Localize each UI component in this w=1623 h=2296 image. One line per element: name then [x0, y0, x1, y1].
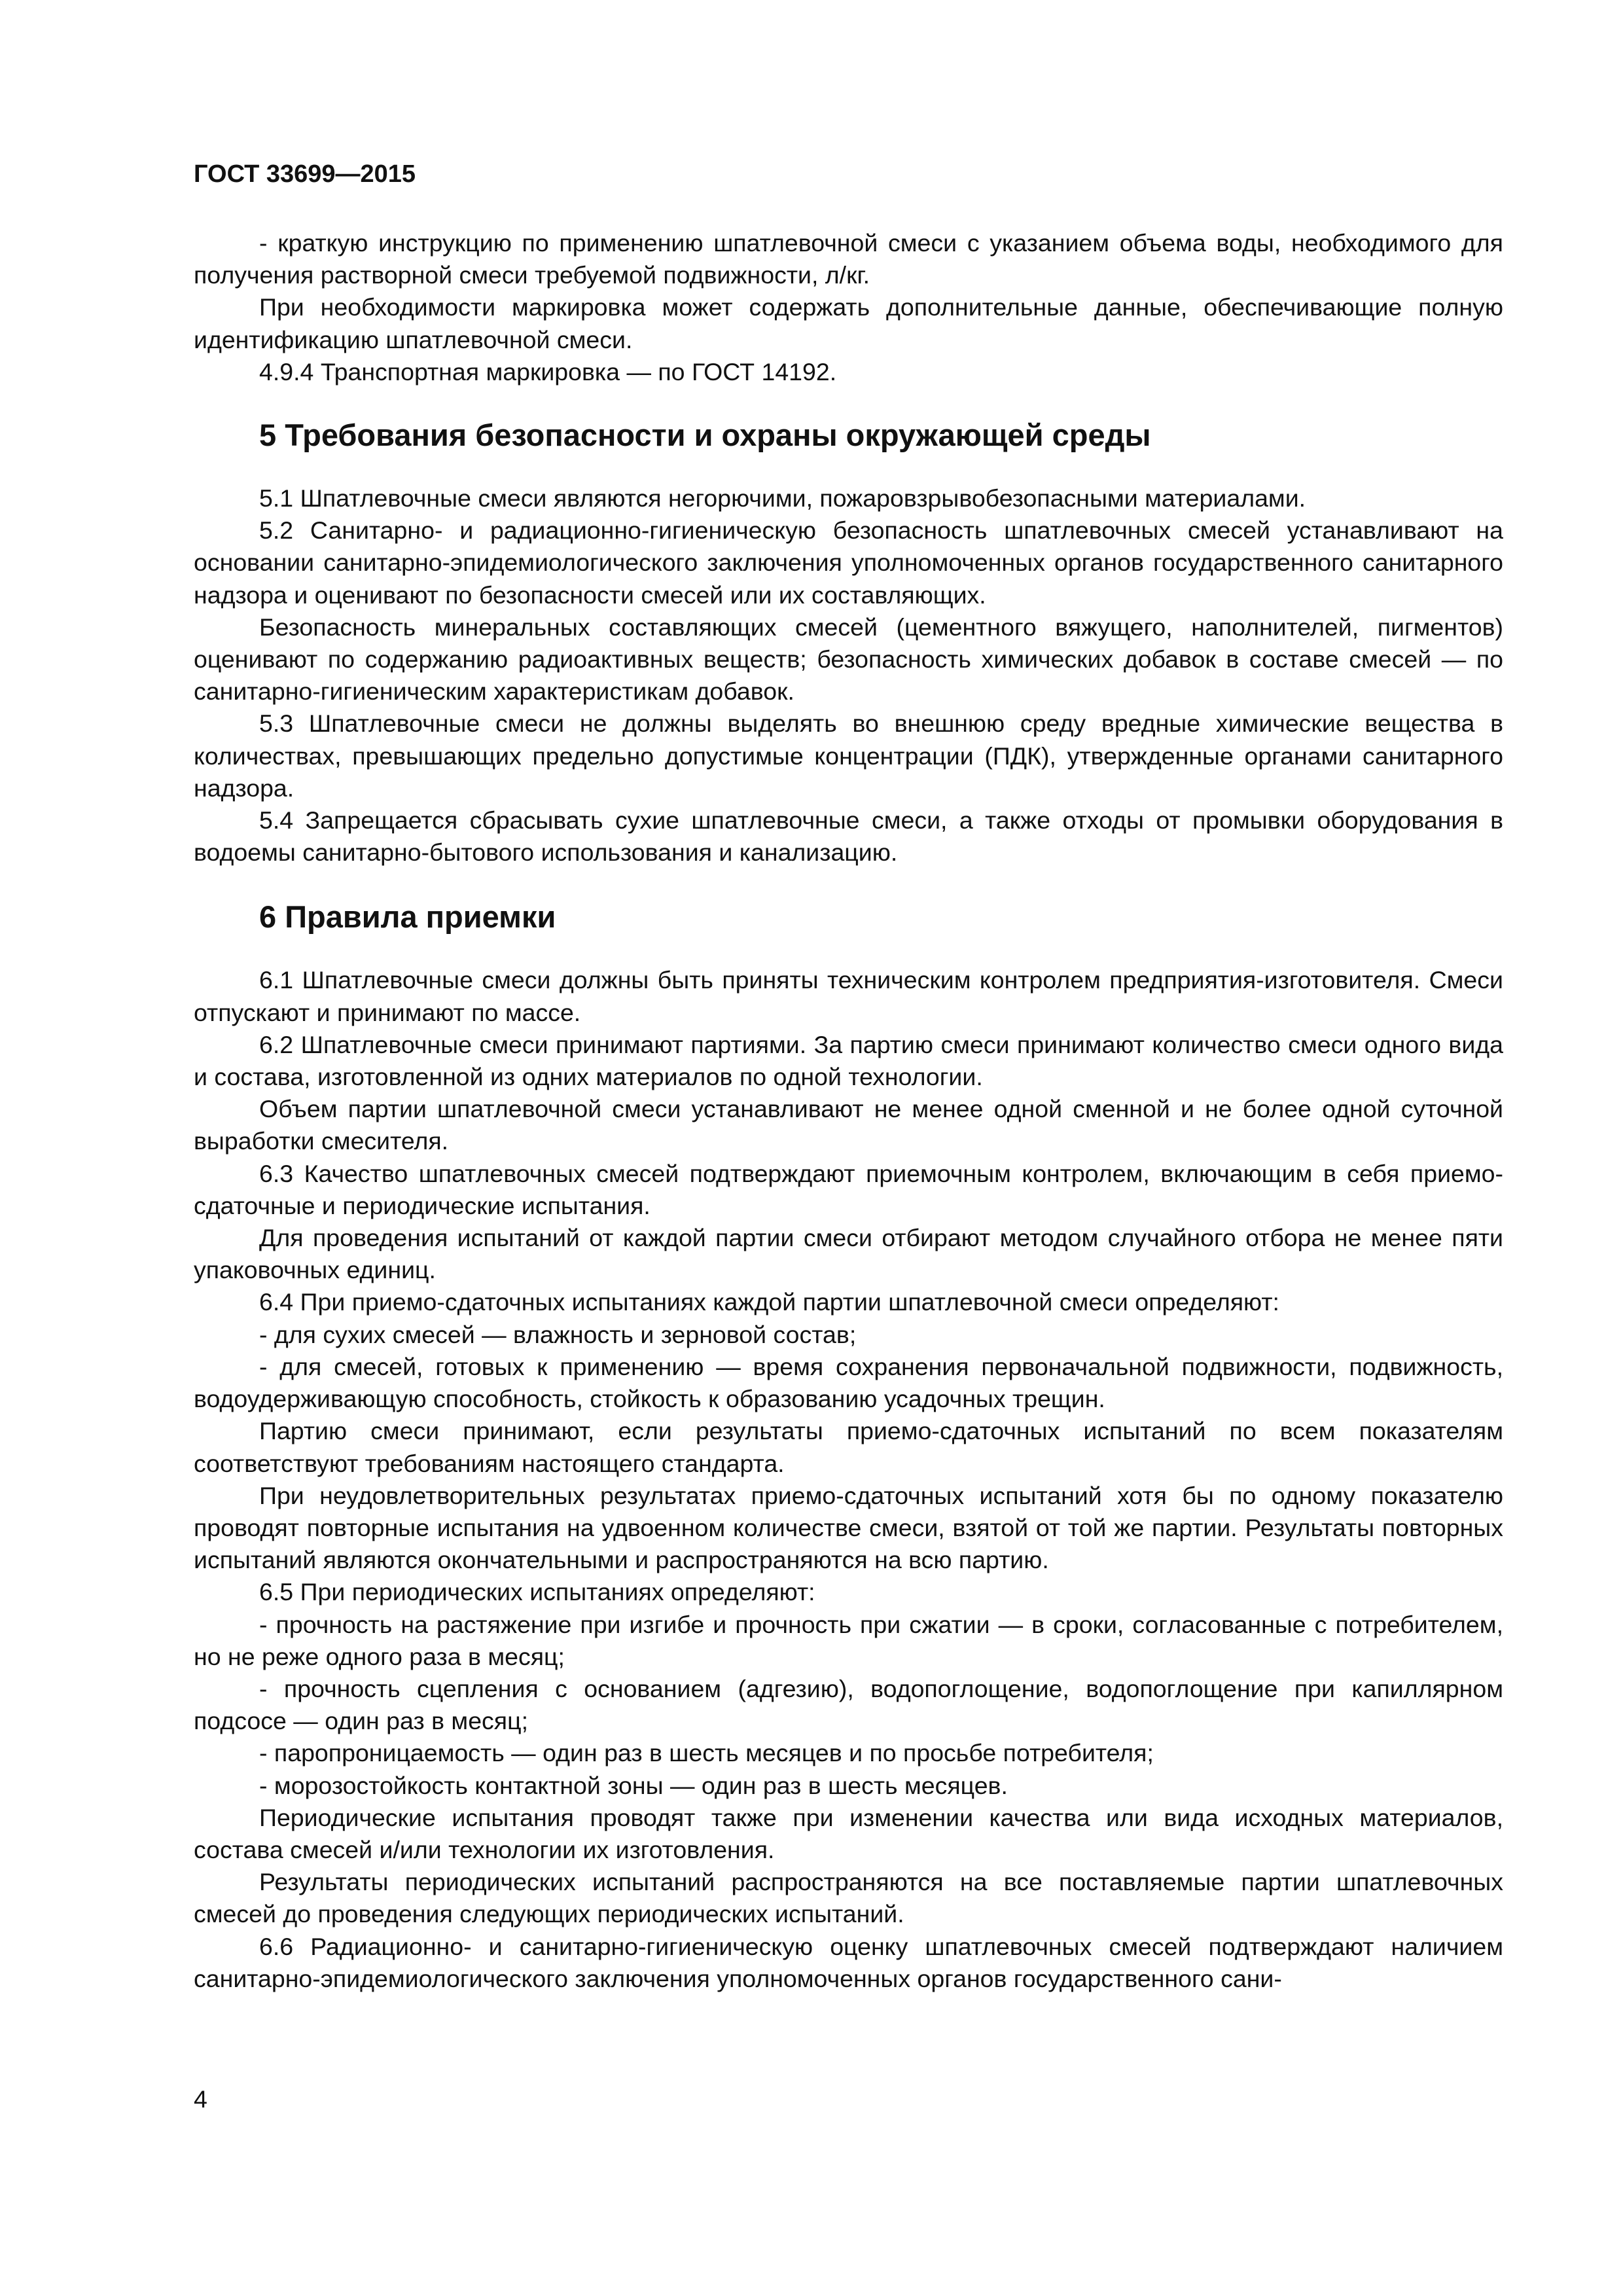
paragraph: 6.4 При приемо-сдаточных испытаниях каждой партии шпатлевочной смеси определяют:: [259, 1288, 1279, 1316]
paragraph: 6.6 Радиационно- и санитарно-гигиеническую оценку шпатлевочных смесей подтверждают наличием санитарно-эпидемиологического заключения уполномоченных органов государственного сани-: [194, 1932, 1503, 1992]
list-item: - для сухих смесей — влажность и зерновой состав;: [259, 1320, 857, 1348]
paragraph: Объем партии шпатлевочной смеси устанавливают не менее одной сменной и не более одной суточной выработки смесителя.: [194, 1095, 1503, 1155]
paragraph: - краткую инструкцию по применению шпатлевочной смеси с указанием объема воды, необходимого для получения растворной смеси требуемой подвижности, л/кг.: [194, 229, 1503, 289]
paragraph: 5.4 Запрещается сбрасывать сухие шпатлевочные смеси, а также отходы от промывки оборудования в водоемы санитарно-бытового использования и канализацию.: [194, 806, 1503, 867]
list-item: - для смесей, готовых к применению — время сохранения первоначальной подвижности, подвижность, водоудерживающую способность, стойкость к образованию усадочных трещин.: [194, 1352, 1503, 1413]
standard-header: ГОСТ 33699—2015: [194, 160, 416, 188]
paragraph: 5.3 Шпатлевочные смеси не должны выделять во внешнюю среду вредные химические вещества в количествах, превышающих предельно допустимые концентрации (ПДК), утвержденные органами санитарного надзора.: [194, 709, 1503, 802]
paragraph: Для проведения испытаний от каждой партии смеси отбирают методом случайного отбора не менее пяти упаковочных единиц.: [194, 1224, 1503, 1284]
paragraph: 6.1 Шпатлевочные смеси должны быть приняты техническим контролем предприятия-изготовителя. Смеси отпускают и принимают по массе.: [194, 966, 1503, 1026]
paragraph: При необходимости маркировка может содержать дополнительные данные, обеспечивающие полную идентификацию шпатлевочной смеси.: [194, 293, 1503, 353]
document-body: [194, 227, 1503, 1995]
paragraph: 6.2 Шпатлевочные смеси принимают партиями. За партию смеси принимают количество смеси одного вида и состава, изготовленной из одних материалов по одной технологии.: [194, 1030, 1503, 1091]
list-item: - прочность на растяжение при изгибе и прочность при сжатии — в сроки, согласованные с потребителем, но не реже одного раза в месяц;: [194, 1610, 1503, 1670]
paragraph: Периодические испытания проводят также при изменении качества или вида исходных материалов, состава смесей и/или технологии их изготовления.: [194, 1803, 1503, 1863]
paragraph: При неудовлетворительных результатах приемо-сдаточных испытаний хотя бы по одному показателю проводят повторные испытания на удвоенном количестве смеси, взятой от той же партии. Результаты повторных испытаний являются окончательными и распространяются на всю партию.: [194, 1481, 1503, 1574]
list-item: - паропроницаемость — один раз в шесть месяцев и по просьбе потребителя;: [259, 1739, 1154, 1767]
section-6-heading: 6 Правила приемки: [259, 899, 556, 935]
list-item: - прочность сцепления с основанием (адгезию), водопоглощение, водопоглощение при капиллярном подсосе — один раз в месяц;: [194, 1674, 1503, 1735]
paragraph: Результаты периодических испытаний распространяются на все поставляемые партии шпатлевочных смесей до проведения следующих периодических испытаний.: [194, 1868, 1503, 1928]
paragraph: 6.5 При периодических испытаниях определяют:: [259, 1578, 815, 1606]
paragraph: Безопасность минеральных составляющих смесей (цементного вяжущего, наполнителей, пигментов) оценивают по содержанию радиоактивных веществ; безопасность химических добавок в составе смесей — по санитарно-гигиеническим характеристикам добавок.: [194, 613, 1503, 706]
paragraph: 4.9.4 Транспортная маркировка — по ГОСТ 14192.: [259, 357, 837, 386]
paragraph: 5.2 Санитарно- и радиационно-гигиеническую безопасность шпатлевочных смесей устанавливают на основании санитарно-эпидемиологического заключения уполномоченных органов государственного санитарного надзора и оценивают по безопасности смесей или их составляющих.: [194, 516, 1503, 609]
paragraph: 5.1 Шпатлевочные смеси являются негорючими, пожаровзрывобезопасными материалами.: [259, 484, 1306, 512]
paragraph: Партию смеси принимают, если результаты приемо-сдаточных испытаний по всем показателям соответствуют требованиям настоящего стандарта.: [194, 1417, 1503, 1477]
page-number: 4: [194, 2085, 207, 2113]
section-5-heading: 5 Требования безопасности и охраны окружающей среды: [259, 418, 1151, 453]
list-item: - морозостойкость контактной зоны — один раз в шесть месяцев.: [259, 1771, 1008, 1799]
paragraph: 6.3 Качество шпатлевочных смесей подтверждают приемочным контролем, включающим в себя приемо-сдаточные и периодические испытания.: [194, 1159, 1503, 1219]
